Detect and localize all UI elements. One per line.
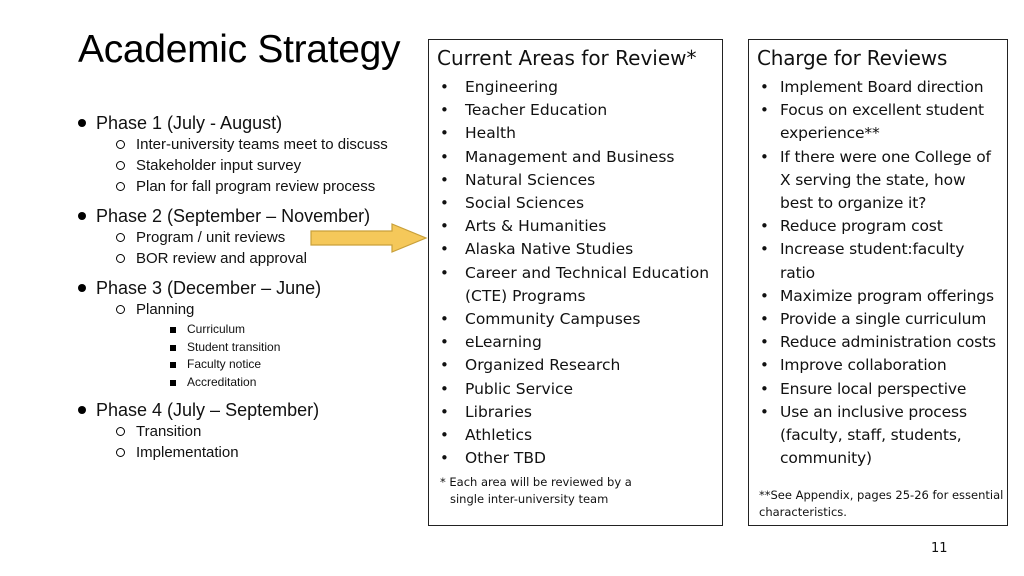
bullet-icon: • bbox=[440, 402, 449, 421]
bullet-icon: • bbox=[440, 240, 449, 259]
bullet-icon: • bbox=[760, 356, 769, 375]
hollow-bullet-icon bbox=[116, 305, 125, 314]
bullet-icon: • bbox=[760, 379, 769, 398]
arrow-right-icon bbox=[310, 223, 428, 253]
hollow-bullet-icon bbox=[116, 182, 125, 191]
review-footnote bbox=[440, 474, 710, 508]
square-bullet-icon bbox=[170, 327, 176, 333]
bullet-item-label: Athletics bbox=[465, 426, 533, 445]
slide-title: Academic Strategy bbox=[78, 28, 401, 71]
phase-outline bbox=[78, 112, 423, 463]
planning-subitem bbox=[170, 339, 423, 357]
bullet-list-item bbox=[757, 146, 1003, 216]
planning-subitem-label: Student transition bbox=[187, 339, 281, 354]
bullet-item-label: Management and Business bbox=[465, 147, 675, 166]
bullet-list-item bbox=[757, 285, 1003, 308]
bullet-icon: • bbox=[760, 333, 769, 352]
subitem-label: Transition bbox=[136, 423, 202, 440]
bullet-icon: • bbox=[440, 263, 449, 282]
phase-item bbox=[78, 399, 423, 463]
square-bullet-icon bbox=[170, 362, 176, 368]
review-footnote-line: single inter-university team bbox=[450, 492, 609, 506]
bullet-icon: • bbox=[440, 170, 449, 189]
bullet-list-item bbox=[437, 215, 718, 238]
bullet-icon: • bbox=[440, 426, 449, 445]
bullet-icon: • bbox=[760, 78, 769, 96]
bullet-list-item bbox=[437, 238, 718, 261]
bullet-item-label: Health bbox=[465, 124, 516, 143]
planning-subitem bbox=[170, 374, 423, 392]
bullet-list-item bbox=[437, 192, 718, 215]
bullet-list-item bbox=[757, 401, 1003, 471]
bullet-list-item bbox=[437, 401, 718, 424]
bullet-item-label: Reduce administration costs bbox=[780, 333, 996, 352]
bullet-list-item bbox=[437, 262, 718, 308]
bullet-list-item bbox=[437, 99, 718, 122]
bullet-icon: • bbox=[760, 310, 769, 329]
bullet-item-label: Improve collaboration bbox=[780, 356, 947, 375]
phase-subitem bbox=[116, 421, 423, 442]
bullet-list-item bbox=[757, 354, 1003, 377]
subitem-label: Implementation bbox=[136, 444, 239, 461]
filled-bullet-icon bbox=[78, 406, 86, 414]
subitem-label: Inter-university teams meet to discuss bbox=[136, 136, 388, 153]
bullet-item-label: Community Campuses bbox=[465, 310, 641, 329]
phase-label: Phase 2 (September – November) bbox=[96, 206, 371, 226]
phase-subitem bbox=[116, 299, 423, 391]
planning-subitem bbox=[170, 321, 423, 339]
review-box-title: Current Areas for Review* bbox=[437, 46, 697, 70]
phase-item bbox=[78, 112, 423, 197]
planning-subitem-label: Curriculum bbox=[187, 322, 246, 336]
square-bullet-icon bbox=[170, 380, 176, 386]
subitem-label: Plan for fall program review process bbox=[136, 178, 376, 195]
bullet-item-label: Libraries bbox=[465, 402, 532, 421]
bullet-icon: • bbox=[440, 101, 449, 120]
phase-subitem bbox=[116, 134, 423, 155]
bullet-list-item bbox=[757, 76, 1003, 99]
bullet-item-label: Reduce program cost bbox=[780, 217, 943, 236]
charge-footnote: **See Appendix, pages 25-26 for essential characteristics. bbox=[759, 488, 1004, 519]
hollow-bullet-icon bbox=[116, 140, 125, 149]
bullet-item-label: Natural Sciences bbox=[465, 170, 596, 189]
bullet-item-label: Other TBD bbox=[465, 449, 546, 468]
phase-label: Phase 4 (July – September) bbox=[96, 400, 320, 420]
bullet-item-label: Focus on excellent student experience** bbox=[780, 101, 984, 143]
bullet-list-item bbox=[437, 122, 718, 145]
phase-subitem bbox=[116, 176, 423, 197]
filled-bullet-icon bbox=[78, 212, 86, 220]
bullet-list-item bbox=[757, 378, 1003, 401]
bullet-icon: • bbox=[760, 147, 769, 166]
bullet-list-item bbox=[437, 169, 718, 192]
bullet-icon: • bbox=[440, 310, 449, 329]
charge-list bbox=[757, 76, 1003, 470]
bullet-icon: • bbox=[440, 78, 449, 96]
phase-subitem bbox=[116, 442, 423, 463]
phase-label: Phase 1 (July - August) bbox=[96, 113, 283, 133]
bullet-item-label: eLearning bbox=[465, 333, 542, 352]
charge-box-title: Charge for Reviews bbox=[757, 46, 948, 70]
bullet-item-label: Use an inclusive process (faculty, staff, students, community) bbox=[780, 402, 967, 468]
hollow-bullet-icon bbox=[116, 233, 125, 242]
filled-bullet-icon bbox=[78, 119, 86, 127]
hollow-bullet-icon bbox=[116, 427, 125, 436]
page-number: 11 bbox=[931, 541, 948, 556]
bullet-icon: • bbox=[760, 101, 769, 120]
bullet-item-label: Provide a single curriculum bbox=[780, 310, 987, 329]
bullet-item-label: Engineering bbox=[465, 78, 558, 96]
bullet-list-item bbox=[437, 146, 718, 169]
bullet-list-item bbox=[437, 424, 718, 447]
square-bullet-icon bbox=[170, 345, 176, 351]
subitem-label: BOR review and approval bbox=[136, 250, 307, 267]
bullet-icon: • bbox=[760, 217, 769, 236]
bullet-icon: • bbox=[760, 240, 769, 259]
bullet-item-label: Career and Technical Education (CTE) Programs bbox=[465, 263, 710, 305]
bullet-icon: • bbox=[440, 217, 449, 236]
bullet-list-item bbox=[437, 378, 718, 401]
bullet-item-label: Arts & Humanities bbox=[465, 217, 607, 236]
bullet-item-label: If there were one College of X serving the state, how best to organize it? bbox=[780, 147, 991, 213]
bullet-list-item bbox=[437, 447, 718, 470]
subitem-label: Program / unit reviews bbox=[136, 229, 286, 246]
bullet-list-item bbox=[437, 354, 718, 377]
bullet-item-label: Alaska Native Studies bbox=[465, 240, 634, 259]
subitem-label: Stakeholder input survey bbox=[136, 157, 302, 174]
review-areas-list bbox=[437, 76, 718, 470]
review-areas-box bbox=[428, 39, 723, 526]
review-footnote-line: * Each area will be reviewed by a bbox=[440, 475, 632, 489]
bullet-icon: • bbox=[440, 124, 449, 143]
bullet-list-item bbox=[757, 238, 1003, 284]
hollow-bullet-icon bbox=[116, 161, 125, 170]
bullet-list-item bbox=[757, 215, 1003, 238]
bullet-icon: • bbox=[760, 286, 769, 305]
bullet-item-label: Public Service bbox=[465, 379, 574, 398]
charge-reviews-box bbox=[748, 39, 1008, 526]
phase-subitem bbox=[116, 155, 423, 176]
planning-subitem bbox=[170, 356, 423, 374]
planning-subitem-label: Faculty notice bbox=[187, 357, 262, 371]
planning-subitem-label: Accreditation bbox=[187, 374, 257, 389]
phase-label: Phase 3 (December – June) bbox=[96, 278, 322, 298]
filled-bullet-icon bbox=[78, 284, 86, 292]
phase-item bbox=[78, 277, 423, 391]
bullet-list-item bbox=[757, 331, 1003, 354]
bullet-item-label: Implement Board direction bbox=[780, 78, 984, 96]
bullet-item-label: Ensure local perspective bbox=[780, 379, 967, 398]
bullet-item-label: Social Sciences bbox=[465, 194, 585, 213]
bullet-icon: • bbox=[440, 379, 449, 398]
bullet-item-label: Maximize program offerings bbox=[780, 286, 994, 305]
bullet-item-label: Teacher Education bbox=[465, 101, 608, 120]
hollow-bullet-icon bbox=[116, 254, 125, 263]
bullet-icon: • bbox=[440, 194, 449, 213]
bullet-list-item bbox=[437, 331, 718, 354]
bullet-list-item bbox=[757, 308, 1003, 331]
subitem-label: Planning bbox=[136, 301, 195, 318]
hollow-bullet-icon bbox=[116, 448, 125, 457]
bullet-item-label: Organized Research bbox=[465, 356, 621, 375]
bullet-icon: • bbox=[440, 449, 449, 468]
bullet-icon: • bbox=[440, 147, 449, 166]
bullet-list-item bbox=[437, 76, 718, 99]
bullet-icon: • bbox=[760, 402, 769, 421]
bullet-list-item bbox=[437, 308, 718, 331]
bullet-icon: • bbox=[440, 333, 449, 352]
bullet-list-item bbox=[757, 99, 1003, 145]
bullet-item-label: Increase student:faculty ratio bbox=[780, 240, 965, 282]
bullet-icon: • bbox=[440, 356, 449, 375]
